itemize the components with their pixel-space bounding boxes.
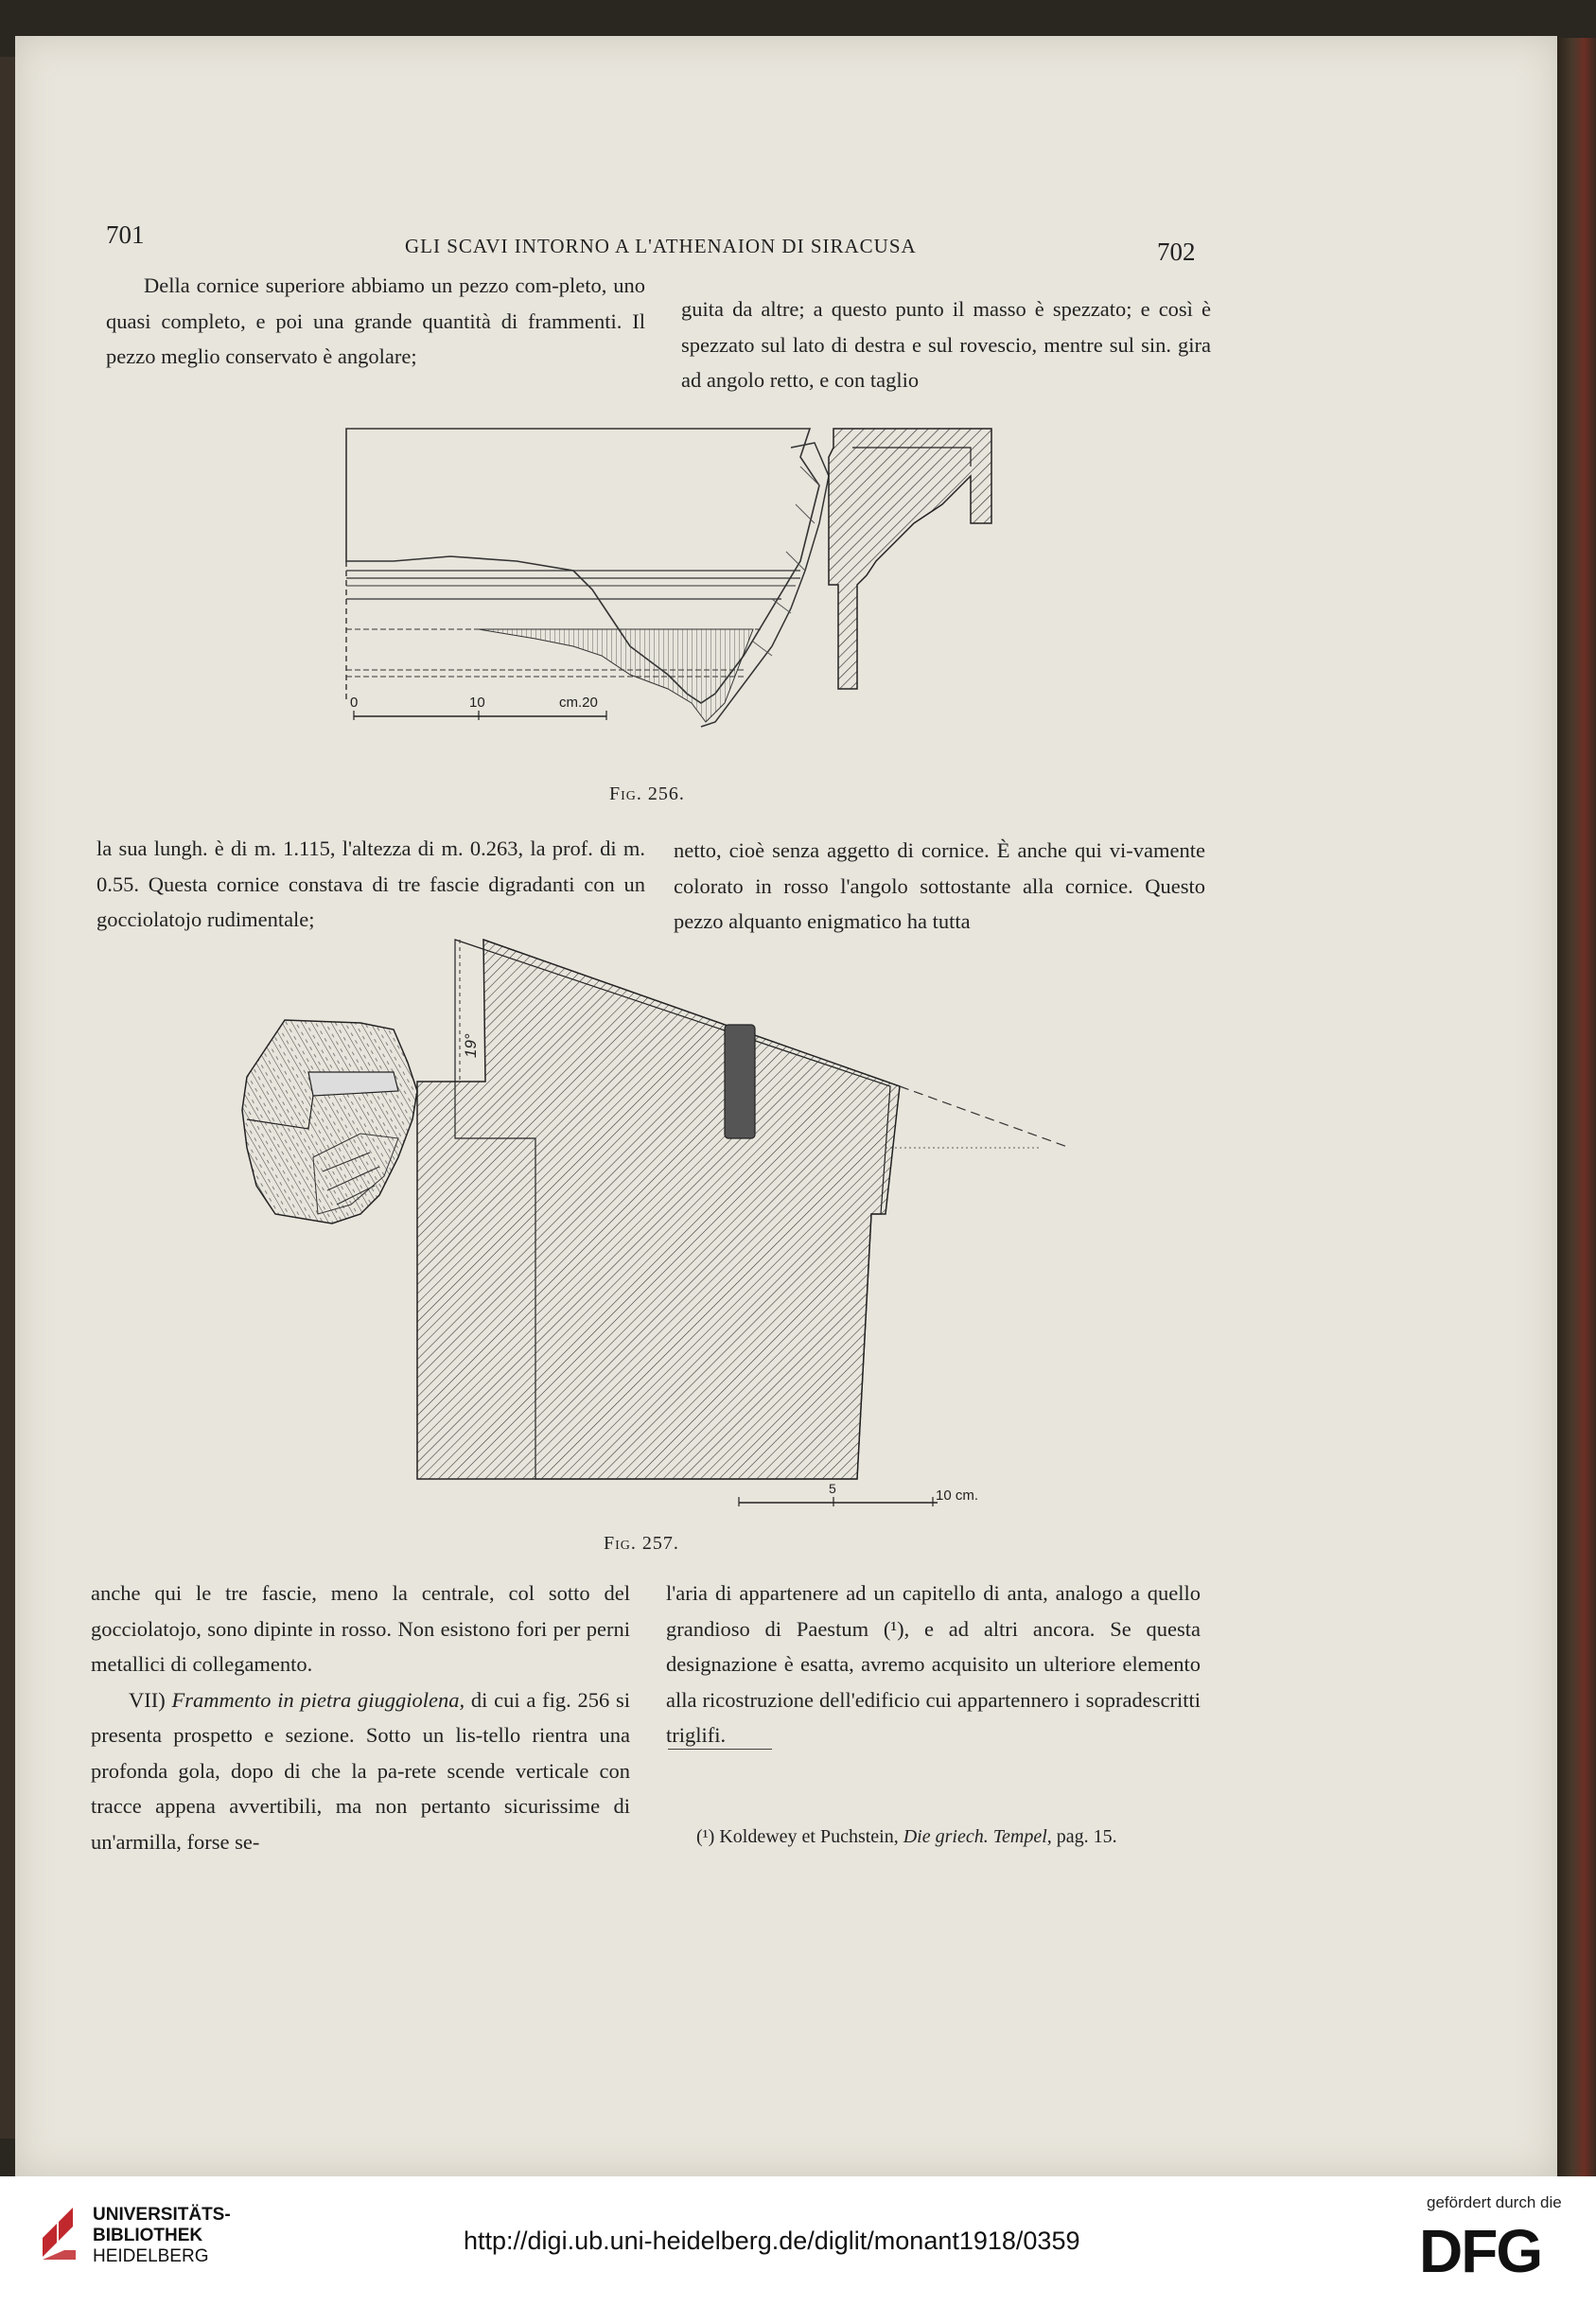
paragraph xyxy=(91,1682,630,1860)
text-block-3-right xyxy=(666,1575,1201,1753)
book-page xyxy=(15,36,1557,2176)
text-block-2-right xyxy=(674,833,1205,940)
footnote-marker: (¹) xyxy=(696,1826,715,1847)
footnote-rule xyxy=(668,1749,772,1750)
footnote-title: Die griech. Tempel, xyxy=(903,1826,1052,1847)
stone-fragment-sketch xyxy=(242,1020,417,1223)
paragraph: l'aria di appartenere ad un capitello di anta, analogo a quello grandioso di Paestum (¹), e ad altri ancora. Se questa designazione è esatta, avremo acquisito un ulteriore elemento alla ricostruzione dell'edificio cui appartennero i sopradescritti triglifi. xyxy=(666,1581,1201,1747)
footnote-page: pag. 15. xyxy=(1056,1826,1117,1847)
running-title: GLI SCAVI INTORNO A L'ATHENAION DI SIRACUSA xyxy=(405,235,917,257)
socket-cutting xyxy=(725,1025,755,1138)
text-block-2-left xyxy=(96,831,645,938)
scale-bar xyxy=(350,695,606,720)
scale-label: 5 xyxy=(829,1481,836,1496)
library-name xyxy=(93,2205,231,2267)
dfg-logo: DFG xyxy=(1419,2217,1542,2285)
figure-257 xyxy=(219,930,1098,1526)
figure-caption: Fig. 257. xyxy=(604,1533,679,1554)
paragraph-text: di cui a fig. 256 si presenta prospetto e sezione. Sotto un lis-tello rientra una profonda gola, dopo di che la pa-rete scende verticale con tracce appena avvertibili, ma non pertanto sicurissime di un'armilla, forse se- xyxy=(91,1687,631,1854)
item-title: Frammento in pietra giuggiolena, xyxy=(171,1687,465,1712)
footnote-authors: Koldewey et Puchstein, xyxy=(719,1826,899,1847)
footer-bar xyxy=(0,2176,1596,2306)
paragraph: anche qui le tre fascie, meno la centrale, col sotto del gocciolatojo, sono dipinte in rosso. Non esistono fori per perni metallici di collegamento. xyxy=(91,1581,630,1676)
library-line: HEIDELBERG xyxy=(93,2246,209,2266)
paragraph: netto, cioè senza aggetto di cornice. È anche qui vi-vamente colorato in rosso l'angolo sottostante alla cornice. Questo pezzo alquanto enigmatico ha tutta xyxy=(674,838,1205,933)
section-profile xyxy=(829,429,991,689)
text-block-1-left xyxy=(106,268,645,375)
elevation-drawing xyxy=(346,429,829,727)
permalink[interactable]: http://digi.ub.uni-heidelberg.de/diglit/monant1918/0359 xyxy=(464,2227,1080,2255)
text-block-3-left xyxy=(91,1575,630,1859)
library-line: UNIVERSITÄTS- xyxy=(93,2205,231,2225)
scale-label: 10 xyxy=(469,695,485,711)
library-line: BIBLIOTHEK xyxy=(93,2226,203,2245)
ub-logo-icon xyxy=(38,2205,85,2262)
page-number-right: 702 xyxy=(1157,238,1196,266)
scale-label: cm.20 xyxy=(559,695,598,711)
paragraph: la sua lungh. è di m. 1.115, l'altezza di m. 0.263, la prof. di m. 0.55. Questa cornice constava di tre fascie digradanti con un gocciolatojo rudimentale; xyxy=(96,836,645,931)
angle-label: 19° xyxy=(462,1033,480,1058)
footnote xyxy=(696,1826,1117,1848)
scale-label: 10 cm. xyxy=(936,1487,979,1504)
scale-bar xyxy=(739,1481,978,1506)
funding-note: gefördert durch die xyxy=(1427,2193,1562,2211)
figure-caption: Fig. 256. xyxy=(609,783,685,804)
text-block-1-right xyxy=(681,291,1211,398)
paragraph: guita da altre; a questo punto il masso è spezzato; e così è spezzato sul lato di destra e sul rovescio, mentre sul sin. gira ad angolo retto, e con taglio xyxy=(681,297,1211,392)
capital-section xyxy=(417,940,1070,1479)
section-number: VII) xyxy=(129,1687,166,1712)
figure-256 xyxy=(327,419,1008,769)
book-edge xyxy=(1557,38,1596,2176)
scale-label: 0 xyxy=(350,695,359,711)
page-number-left: 701 xyxy=(106,220,145,249)
paragraph: Della cornice superiore abbiamo un pezzo com-pleto, uno quasi completo, e poi una grande quantità di frammenti. Il pezzo meglio conservato è angolare; xyxy=(106,273,645,368)
